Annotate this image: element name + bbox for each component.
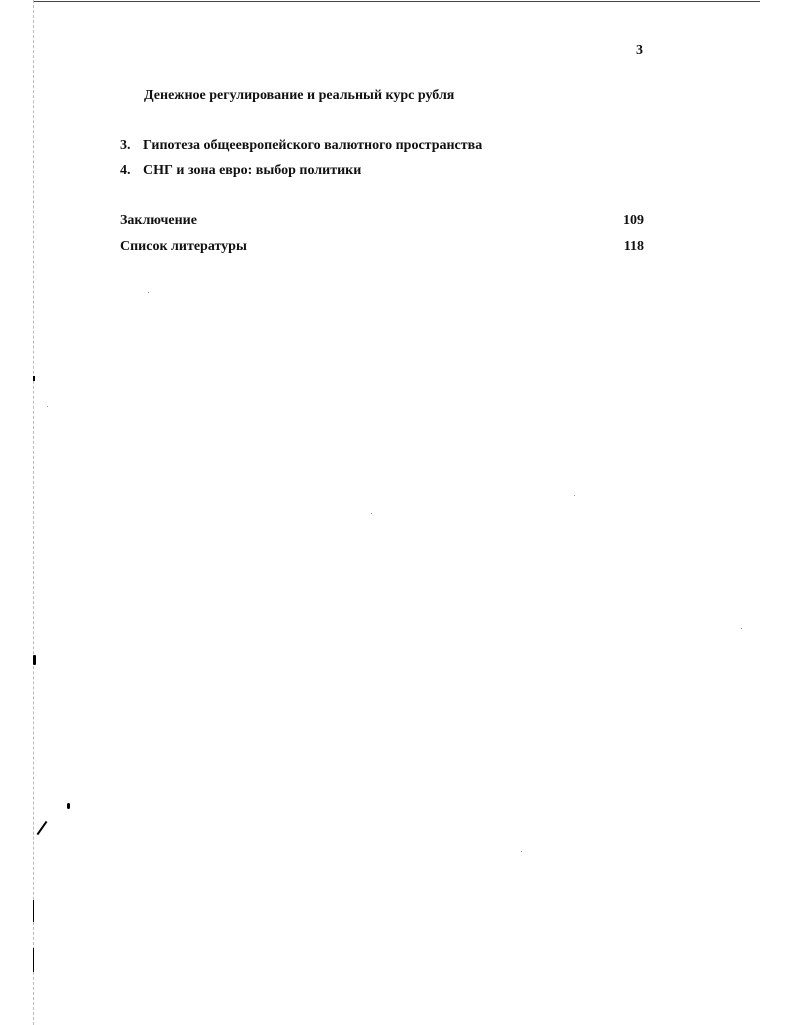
scan-speck: [741, 628, 742, 629]
item-number: 4.: [120, 163, 131, 178]
scan-mark: [33, 376, 35, 381]
item-text: Гипотеза общеевропейского валютного пространства: [143, 138, 483, 153]
scan-speck: [371, 513, 372, 514]
toc-entry-conclusion: [120, 213, 644, 231]
scan-mark: [33, 900, 34, 922]
scan-mark: [67, 803, 70, 809]
page-number: 3: [636, 43, 643, 58]
toc-entry-label: Заключение: [120, 213, 197, 228]
item-text: СНГ и зона евро: выбор политики: [143, 163, 362, 178]
toc-entry-bibliography: [120, 239, 644, 257]
scan-mark: [33, 948, 34, 972]
scan-speck: [521, 851, 522, 852]
scan-speck: [47, 406, 48, 407]
scan-left-edge: [33, 0, 34, 1025]
scan-speck: [148, 292, 149, 293]
toc-entry-page: 118: [623, 239, 644, 254]
toc-entry-label: Список литературы: [120, 239, 247, 254]
section-title: Денежное регулирование и реальный курс рубля: [144, 88, 455, 103]
numbered-item: [120, 138, 482, 154]
scan-mark: [33, 655, 36, 665]
toc-entry-page: 109: [623, 213, 644, 228]
numbered-item: [120, 163, 361, 179]
scan-mark: [37, 821, 48, 835]
scan-speck: [574, 495, 575, 496]
item-number: 3.: [120, 138, 131, 153]
scan-top-border: [34, 1, 760, 2]
